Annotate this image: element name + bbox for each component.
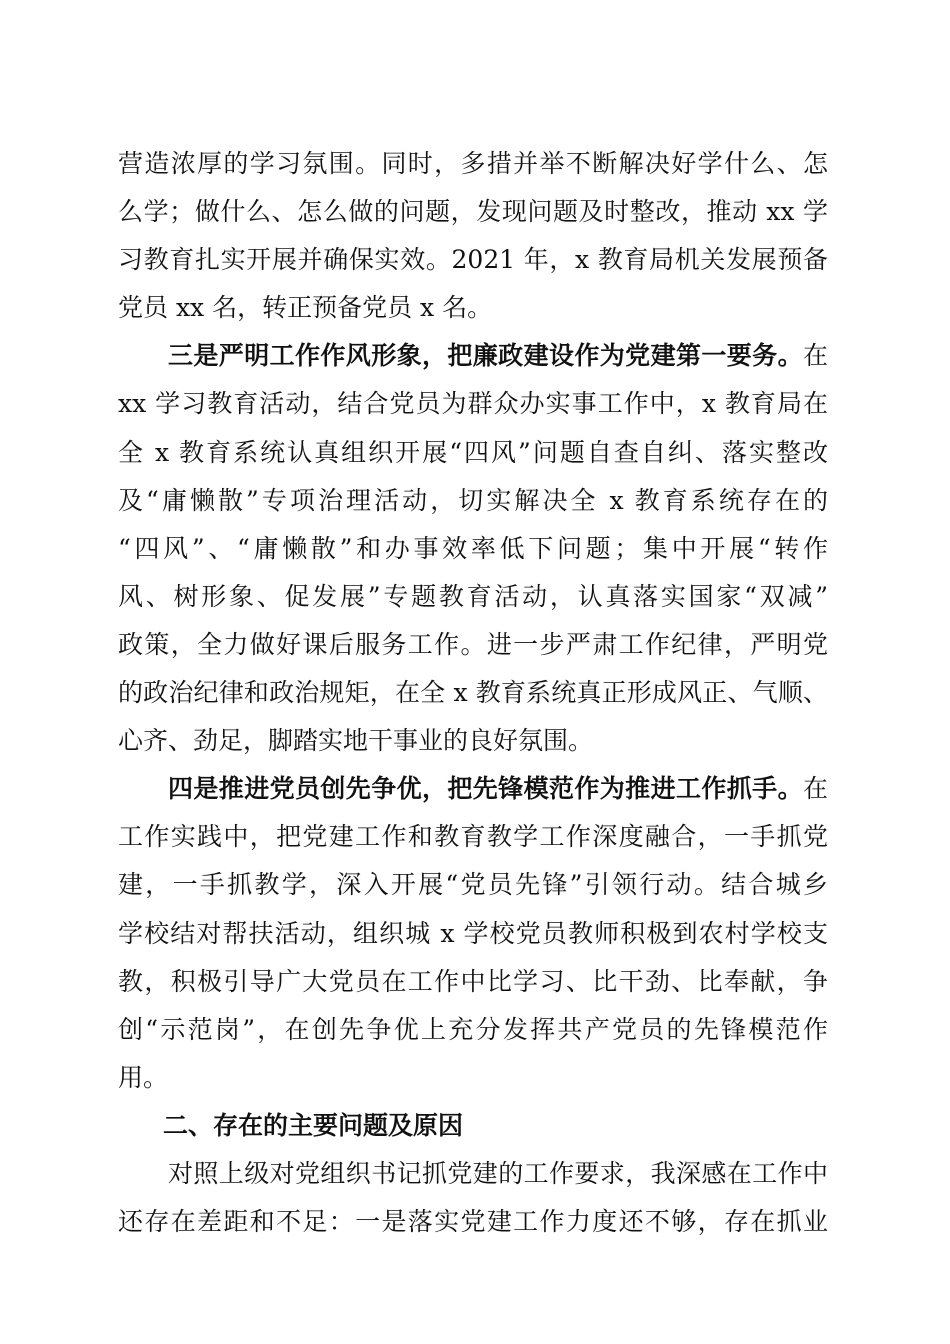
paragraph-line: 及“庸懒散”专项治理活动，切实解决全 x 教育系统存在的: [118, 485, 828, 515]
paragraph-line: 营造浓厚的学习氛围。同时，多措并举不断解决好学什么、怎: [118, 149, 828, 178]
paragraph-line: 习教育扎实开展并确保实效。2021 年，x 教育局机关发展预备: [118, 245, 828, 275]
paragraph-line: 工作实践中，把党建工作和教育教学工作深度融合，一手抓党: [118, 822, 828, 852]
paragraph-lead-tail: 在: [802, 341, 828, 371]
paragraph-line: 教，积极引导广大党员在工作中比学习、比干劲、比奉献，争: [118, 966, 828, 996]
paragraph-line: 政策，全力做好课后服务工作。进一步严肃工作纪律，严明党: [118, 629, 828, 659]
paragraph-line: 创“示范岗”，在创先争优上充分发挥共产党员的先锋模范作: [118, 1014, 828, 1044]
paragraph-lead-bold: 三是严明工作作风形象，把廉政建设作为党建第一要务。: [168, 341, 803, 371]
paragraph-lead-tail: 在: [802, 774, 828, 804]
paragraph-line: 建，一手抓教学，深入开展“党员先锋”引领行动。结合城乡: [118, 870, 828, 900]
paragraph-line: 心齐、劲足，脚踏实地干事业的良好氛围。: [118, 726, 594, 756]
paragraph-lead-bold: 四是推进党员创先争优，把先锋模范作为推进工作抓手。: [168, 774, 803, 804]
paragraph-line: xx 学习教育活动，结合党员为群众办实事工作中，x 教育局在: [118, 389, 828, 419]
paragraph-line: 党员 xx 名，转正预备党员 x 名。: [118, 293, 493, 323]
paragraph-line: 学校结对帮扶活动，组织城 x 学校党员教师积极到农村学校支: [118, 918, 828, 948]
section-heading: 二、存在的主要问题及原因: [163, 1110, 464, 1140]
paragraph-line: 么学；做什么、怎么做的问题，发现问题及时整改，推动 xx 学: [118, 197, 828, 227]
paragraph-line: “四风”、“庸懒散”和办事效率低下问题；集中开展“转作: [118, 533, 828, 563]
paragraph-line: 风、树形象、促发展”专题教育活动，认真落实国家“双减”: [118, 581, 828, 611]
paragraph-lead-line: [118, 332, 828, 380]
paragraph-line: 全 x 教育系统认真组织开展“四风”问题自查自纠、落实整改: [118, 437, 828, 467]
paragraph-line: 用。: [118, 1062, 169, 1092]
paragraph-line: 还存在差距和不足：一是落实党建工作力度还不够，存在抓业: [118, 1207, 828, 1237]
paragraph-line: 的政治纪律和政治规矩，在全 x 教育系统真正形成风正、气顺、: [118, 678, 828, 708]
paragraph-lead-line: [118, 765, 828, 813]
paragraph-line: 对照上级对党组织书记抓党建的工作要求，我深感在工作中: [168, 1158, 828, 1188]
document-body: [118, 140, 828, 1246]
